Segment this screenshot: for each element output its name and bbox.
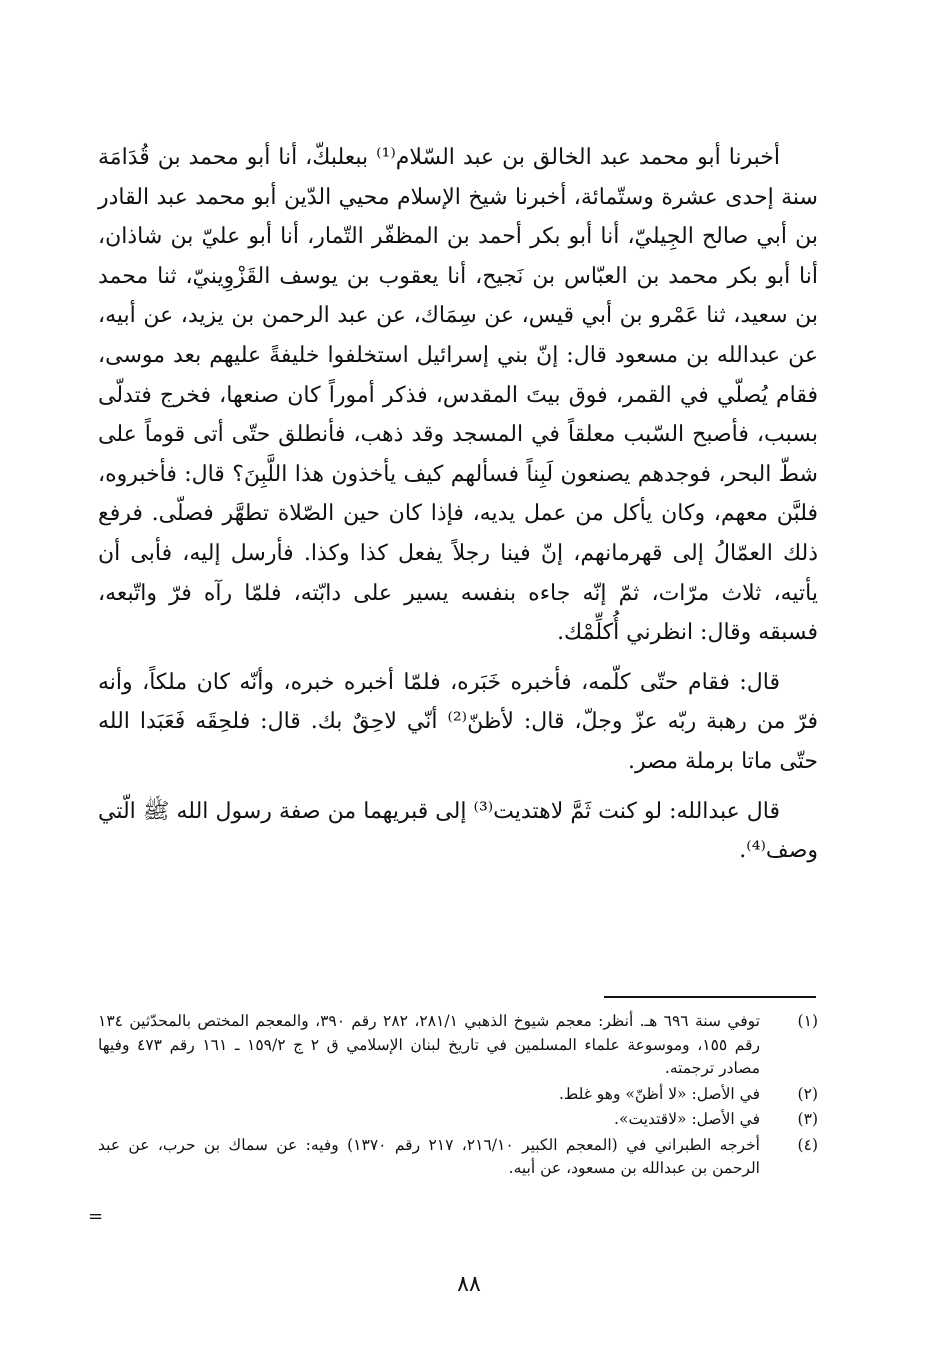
footnote-number: (٣)	[797, 1110, 818, 1128]
footnote-text: توفي سنة ٦٩٦ هـ. أنظر: معجم شيوخ الذهبي ٢٨١/١، ٢٨٢ رقم ٣٩٠، والمعجم المختص بالمحدّثين ١٣٤ رقم ١٥٥، وموسوعة علماء المسلمين في تاريخ لبنان الإسلامي ق ٢ ج ١٥٩/٢ ـ ١٦١ رقم ٤٧٣ وفيها مصادر ترجمته.	[98, 1012, 761, 1077]
paragraph-2: قال: فقام حتّى كلّمه، فأخبره خَبَره، فلمّا أخبره خبره، وأنّه كان ملكاً، وأنه فرّ من رهبة ربّه عزّ وجلّ، قال: لأظنّ⁽²⁾ أنّي لاحِقٌ بك. قال: فلحِقَه فَعَبَدا الله حتّى ماتا برملة مصر.	[98, 669, 818, 774]
page-number: ٨٨	[457, 1272, 481, 1297]
footnote-2	[98, 1083, 818, 1107]
paragraph-1: أخبرنا أبو محمد عبد الخالق بن عبد السّلام⁽¹⁾ ببعلبكّ، أنا أبو محمد بن قُدَامَة سنة إحدى عشرة وستّمائة، أخبرنا شيخ الإسلام محيي الدّين أبو محمد عبد القادر بن أبي صالح الجِيليّ، أنا أبو بكر أحمد بن المظفّر التّمار، أنا أبو عليّ بن شاذان، أنا أبو بكر محمد بن العبّاس بن نَجيح، أنا يعقوب بن يوسف القَزْوِينيّ، ثنا محمد بن سعيد، ثنا عَمْرو بن أبي قيس، عن سِمَاك، عن عبد الرحمن بن يزيد، عن أبيه، عن عبدالله بن مسعود قال: إنّ بني إسرائيل استخلفوا خليفةً عليهم بعد موسى، فقام يُصلّي في القمر، فوق بيتَ المقدس، فذكر أموراً كان صنعها، فخرج فتدلّى بسبب، فأصبح السّبب معلقاً في المسجد وقد ذهب، فأنطلق حتّى أتى قوماً على شطّ البحر، فوجدهم يصنعون لَبِناً فسألهم كيف يأخذون هذا اللَّبِنَ؟ قال: فأخبروه، فلبَّن معهم، وكان يأكل من عمل يديه، فإذا كان حين الصّلاة تطهَّر فصلّى. فرفع ذلك العمّالُ إلى قهرمانهم، إنّ فينا رجلاً يفعل كذا وكذا. فأرسل إليه، فأبى أن يأتيه، ثلاث مرّات، ثمّ إنّه جاءه بنفسه يسير على دابّته، فلمّا رآه فرّ واتّبعه، فسبقه وقال: انظرني أُكلِّمْك.	[98, 145, 819, 646]
footnote-text: أخرجه الطبراني في (المعجم الكبير ٢١٦/١٠، ٢١٧ رقم ١٣٧٠) وفيه: عن سماك بن حرب، عن عبد الرحمن بن عبدالله بن مسعود، عن أبيه.	[98, 1135, 760, 1177]
footnote-text: في الأصل: «لاقتديت».	[614, 1110, 760, 1128]
footnotes-section	[98, 1010, 818, 1183]
footnote-number: (٤)	[797, 1135, 818, 1154]
footnote-number: (١)	[797, 1012, 818, 1030]
footnote-4	[98, 1134, 818, 1181]
footnote-separator	[604, 996, 816, 998]
footnote-text: في الأصل: «لا أظنّ» وهو غلط.	[558, 1084, 760, 1103]
main-text-body	[98, 138, 818, 871]
footnote-number: (٢)	[797, 1084, 818, 1103]
footnote-1	[98, 1010, 818, 1081]
paragraph-3: قال عبدالله: لو كنت ثَمَّ لاهتديت⁽³⁾ إلى قبريهما من صفة رسول الله ﷺ الّتي وصف⁽⁴⁾.	[98, 798, 818, 864]
footnote-continuation-mark: =	[88, 1206, 104, 1227]
footnote-3	[98, 1108, 818, 1132]
